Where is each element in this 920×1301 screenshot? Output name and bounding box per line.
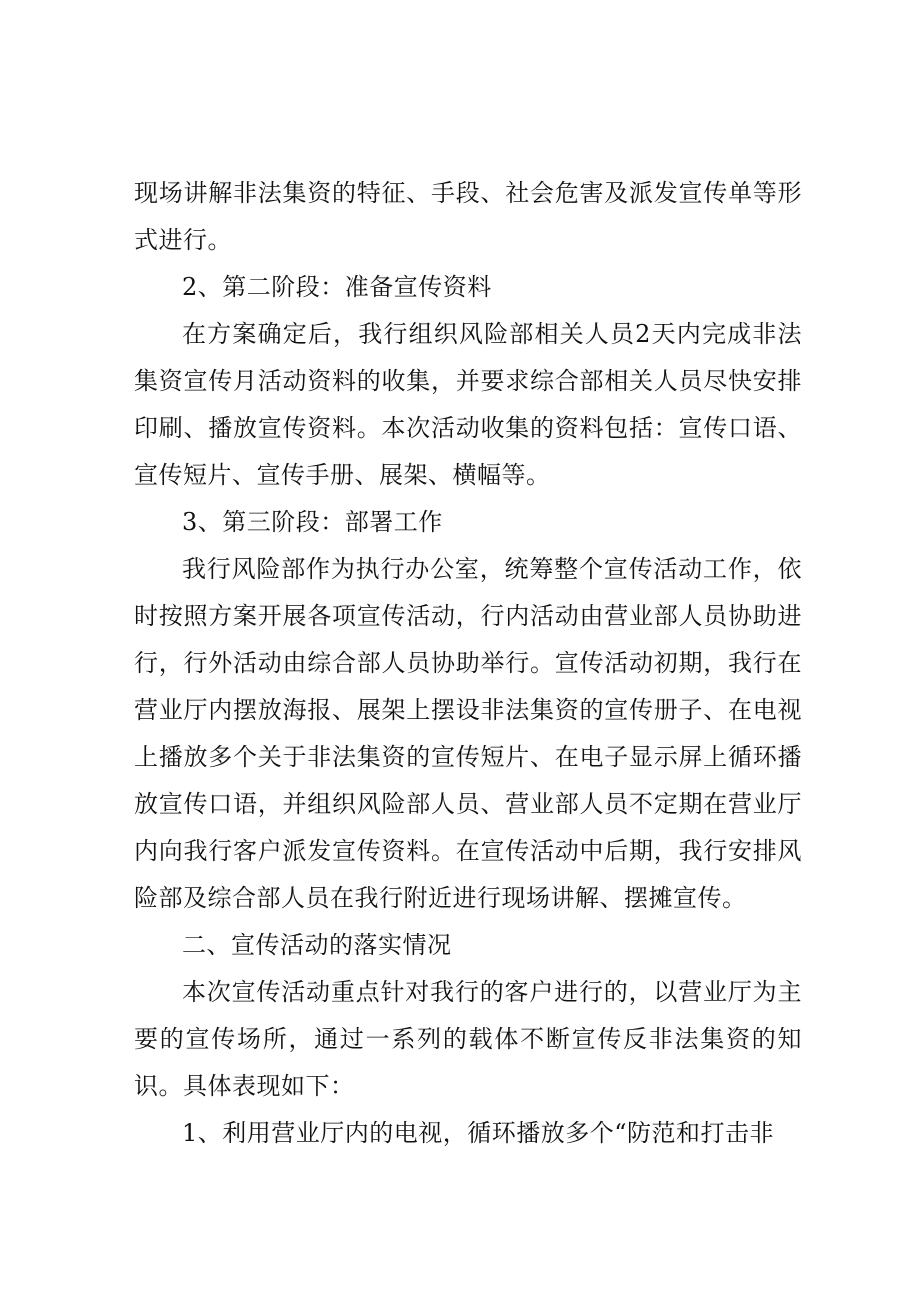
section-heading-stage-2: 2、第二阶段：准备宣传资料 (182, 273, 492, 301)
section-heading-implementation: 二、宣传活动的落实情况 (182, 931, 452, 959)
paragraph-implementation: 本次宣传活动重点针对我行的客户进行的，以营业厅为主要的宣传场所，通过一系列的载体不断宣传反非法集资的知识。具体表现如下： (134, 978, 802, 1100)
paragraph-continuation: 现场讲解非法集资的特征、手段、社会危害及派发宣传单等形式进行。 (134, 179, 802, 254)
paragraph-stage-3: 我行风险部作为执行办公室，统筹整个宣传活动工作，依时按照方案开展各项宣传活动，行内活动由营业部人员协助进行，行外活动由综合部人员协助举行。宣传活动初期，我行在营业厅内摆放海报、展架上摆设非法集资的宣传册子、在电视上播放多个关于非法集资的宣传短片、在电子显示屏上循环播放宣传口语，并组织风险部人员、营业部人员不定期在营业厅内向我行客户派发宣传资料。在宣传活动中后期，我行安排风险部及综合部人员在我行附近进行现场讲解、摆摊宣传。 (134, 555, 802, 912)
list-item-1: 1、利用营业厅内的电视，循环播放多个“防范和打击非 (182, 1119, 775, 1147)
section-heading-stage-3: 3、第三阶段：部署工作 (182, 508, 443, 536)
paragraph-stage-2: 在方案确定后，我行组织风险部相关人员2天内完成非法集资宣传月活动资料的收集，并要求综合部相关人员尽快安排印刷、播放宣传资料。本次活动收集的资料包括：宣传口语、宣传短片、宣传手册、展架、横幅等。 (134, 320, 802, 489)
document-body (134, 170, 802, 1157)
